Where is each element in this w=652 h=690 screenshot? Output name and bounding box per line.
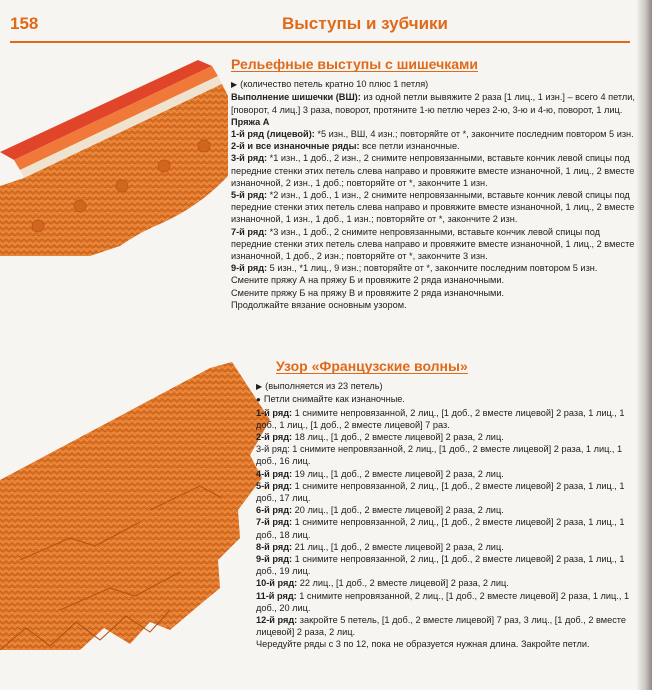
- closing-line: Смените пряжу Б на пряжу В и провяжите 2 ряда изнаночными.: [231, 287, 505, 298]
- row-instruction: 5-й ряд: *2 изн., 1 доб., 1 изн., 2 снимите непровязанными, вставьте кончик левой спицы под передние стенки этих петель слева направо и провяжите вместе изнаночной, 1 лиц., 2 вместе изнаночной, 1 изн., 1 доб., 1 изн.; повторяйте от *, закончите 2 изн.: [231, 190, 635, 225]
- row-instruction: 2-й и все изнаночные ряды: все петли изнаночные.: [231, 141, 460, 152]
- triangle-icon: ▶: [231, 80, 238, 90]
- slip-tip: ● Петли снимайте как изнаночные.: [256, 393, 639, 406]
- row-instruction: 9-й ряд: 5 изн., *1 лиц., 9 изн.; повторяйте от *, закончите последним повтором 5 изн.: [231, 263, 598, 274]
- row-instruction: 1-й ряд (лицевой): *5 изн., ВШ, 4 изн.; повторяйте от *, закончите последним повтором 5 изн.: [231, 129, 634, 140]
- section-french-waves: [256, 360, 639, 651]
- triangle-icon: ▶: [256, 382, 263, 392]
- row-instruction: 3-й ряд: *1 изн., 1 доб., 2 изн., 2 снимите непровязанными, вставьте кончик левой спицы под передние стенки этих петель слева направо и провяжите вместе изнаночной, 1 лиц., 2 вместе изнаночной, 2 изн., 1 доб.; повторяйте от *, закончите 1 изн.: [231, 153, 635, 188]
- row-instruction: 7-й ряд: *3 изн., 1 доб., 2 снимите непровязанными, вставьте кончик левой спицы под передние стенки этих петель слева направо и провяжите вместе изнаночной, 1 лиц., 2 вместе изнаночной, 1 доб., 2 изн.; повторяйте от *, закончите 3 изн.: [231, 226, 635, 262]
- row-instruction: 8-й ряд: 21 лиц., [1 доб., 2 вместе лицевой] 2 раза, 2 лиц.: [256, 541, 504, 552]
- row-instruction: 10-й ряд: 22 лиц., [1 доб., 2 вместе лицевой] 2 раза, 2 лиц.: [256, 578, 509, 589]
- stitch-count-note: ▶ (выполняется из 23 петель): [256, 380, 639, 393]
- row-instruction: 5-й ряд: 1 снимите непровязанной, 2 лиц., [1 доб., 2 вместе лицевой] 2 раза, 1 лиц., 1 доб., 17 лиц.: [256, 480, 625, 504]
- row-instruction: 7-й ряд: 1 снимите непровязанной, 2 лиц., [1 доб., 2 вместе лицевой] 2 раза, 1 лиц., 1 доб., 18 лиц.: [256, 517, 625, 540]
- section-title: Рельефные выступы с шишечками: [231, 56, 478, 72]
- row-instruction: 9-й ряд: 1 снимите непровязанной, 2 лиц., [1 доб., 2 вместе лицевой] 2 раза, 1 лиц., 1 доб., 19 лиц.: [256, 554, 625, 577]
- row-list: [231, 128, 637, 274]
- row-instruction: 3-й ряд: 1 снимите непровязанной, 2 лиц., [1 доб., 2 вместе лицевой] 2 раза, 1 лиц., 1 доб., 16 лиц.: [256, 444, 623, 467]
- page-number: 158: [10, 14, 39, 33]
- row-instruction: 4-й ряд: 19 лиц., [1 доб., 2 вместе лицевой] 2 раза, 2 лиц.: [256, 468, 504, 479]
- row-instruction: 11-й ряд: 1 снимите непровязанной, 2 лиц., [1 доб., 2 вместе лицевой] 2 раза, 1 лиц., 1 доб., 20 лиц.: [256, 590, 630, 613]
- closing-line: Продолжайте вязание основным узором.: [231, 299, 407, 310]
- row-list: [256, 407, 639, 639]
- chapter-title: Выступы и зубчики: [282, 14, 448, 33]
- header-rule: [10, 41, 630, 43]
- page-header: [0, 0, 652, 48]
- stitch-count-note: ▶ (количество петель кратно 10 плюс 1 петля): [231, 78, 637, 91]
- yarn-heading: Пряжа А: [231, 116, 270, 127]
- closing-line: Смените пряжу А на пряжу Б и провяжите 2 ряда изнаночными.: [231, 275, 505, 286]
- bullet-icon: ●: [256, 395, 261, 405]
- row-instruction: 1-й ряд: 1 снимите непровязанной, 2 лиц., [1 доб., 2 вместе лицевой] 2 раза, 1 лиц., 1 доб., 1 лиц., [1 доб., 2 вместе лицевой] 7 раз.: [256, 407, 625, 430]
- knit-sample-waves-image: [0, 360, 270, 650]
- knit-sample-bobbles-image: [0, 56, 228, 256]
- section-title: Узор «Французские волны»: [276, 358, 468, 374]
- closing-line: Чередуйте ряды с 3 по 12, пока не образуется нужная длина. Закройте петли.: [256, 639, 590, 650]
- row-instruction: 6-й ряд: 20 лиц., [1 доб., 2 вместе лицевой] 2 раза, 2 лиц.: [256, 505, 504, 516]
- row-instruction: 12-й ряд: закройте 5 петель, [1 доб., 2 вместе лицевой] 7 раз, 3 лиц., [1 доб., 2 вместе лицевой] 2 раза, 2 лиц.: [256, 615, 627, 638]
- section-relief-bobbles: [231, 58, 637, 311]
- bobble-instructions: Выполнение шишечки (ВШ): из одной петли вывяжите 2 раза [1 лиц., 1 изн.] – всего 4 петли, [поворот, 4 лиц.] 3 раза, поворот, протяните 1-ю петлю через 2-ю, 3-ю и 4-ю, поворот, 1 лиц.: [231, 92, 635, 115]
- row-instruction: 2-й ряд: 18 лиц., [1 доб., 2 вместе лицевой] 2 раза, 2 лиц.: [256, 432, 504, 443]
